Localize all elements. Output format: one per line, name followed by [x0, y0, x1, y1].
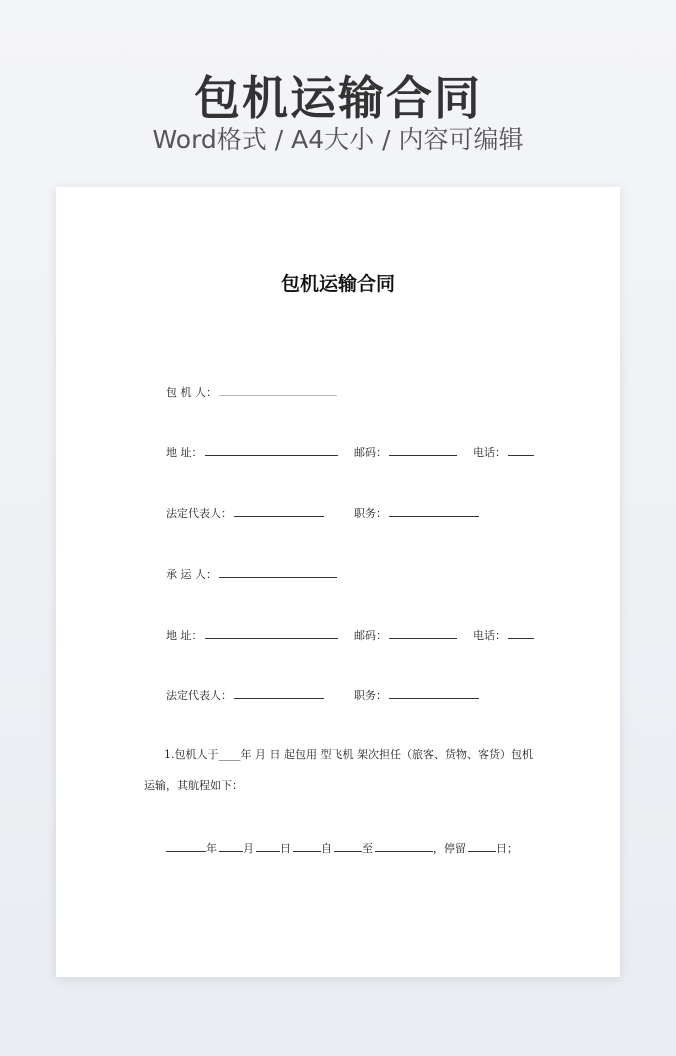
day-field[interactable]	[256, 840, 280, 852]
postcode-label: 邮码：	[354, 446, 387, 459]
day-end-label: 日；	[496, 842, 518, 855]
legal-rep-label: 法定代表人：	[166, 507, 232, 520]
address-field[interactable]	[205, 627, 338, 639]
stay-label: ，停留	[433, 842, 466, 855]
hero-subtitle: Word格式 / A4大小 / 内容可编辑	[152, 125, 524, 154]
charterer-field[interactable]	[219, 384, 337, 396]
from-label: 自	[321, 842, 332, 855]
charterer-label: 包 机 人：	[166, 386, 217, 399]
document-title: 包机运输合同	[280, 273, 395, 295]
year-field[interactable]	[166, 840, 206, 852]
to-label: 至	[362, 842, 373, 855]
postcode-label: 邮码：	[354, 629, 387, 642]
day-label: 日	[280, 842, 291, 855]
phone-label: 电话：	[473, 446, 506, 459]
stay-days-field[interactable]	[468, 840, 496, 852]
address-field[interactable]	[205, 444, 338, 456]
hero-title: 包机运输合同	[194, 71, 482, 125]
position-field[interactable]	[389, 505, 479, 517]
legal-rep-field[interactable]	[234, 687, 324, 699]
address-label: 地 址：	[166, 629, 203, 642]
month-label: 月	[243, 842, 254, 855]
clause-1-line-1: 1.包机人于____年 月 日 起包用 型飞机 架次担任（旅客、货物、客货）包机	[164, 748, 533, 761]
carrier-row	[166, 566, 337, 582]
month-field[interactable]	[219, 840, 243, 852]
route-row	[166, 840, 518, 856]
address-label: 地 址：	[166, 446, 203, 459]
phone-field[interactable]	[508, 627, 534, 639]
charterer-row	[166, 384, 337, 400]
position-label: 职务：	[354, 507, 387, 520]
postcode-field[interactable]	[389, 627, 457, 639]
position-field[interactable]	[389, 687, 479, 699]
to-place-field[interactable]	[375, 840, 433, 852]
position-label: 职务：	[354, 689, 387, 702]
legal-rep-field[interactable]	[234, 505, 324, 517]
phone-field[interactable]	[508, 444, 534, 456]
legal-rep-label: 法定代表人：	[166, 689, 232, 702]
carrier-field[interactable]	[219, 566, 337, 578]
year-label: 年	[206, 842, 217, 855]
from-date-field[interactable]	[293, 840, 321, 852]
document-page	[56, 187, 620, 977]
postcode-field[interactable]	[389, 444, 457, 456]
carrier-label: 承 运 人：	[166, 568, 217, 581]
from-place-field[interactable]	[334, 840, 362, 852]
phone-label: 电话：	[473, 629, 506, 642]
clause-1-line-2: 运输，其航程如下：	[144, 779, 243, 792]
